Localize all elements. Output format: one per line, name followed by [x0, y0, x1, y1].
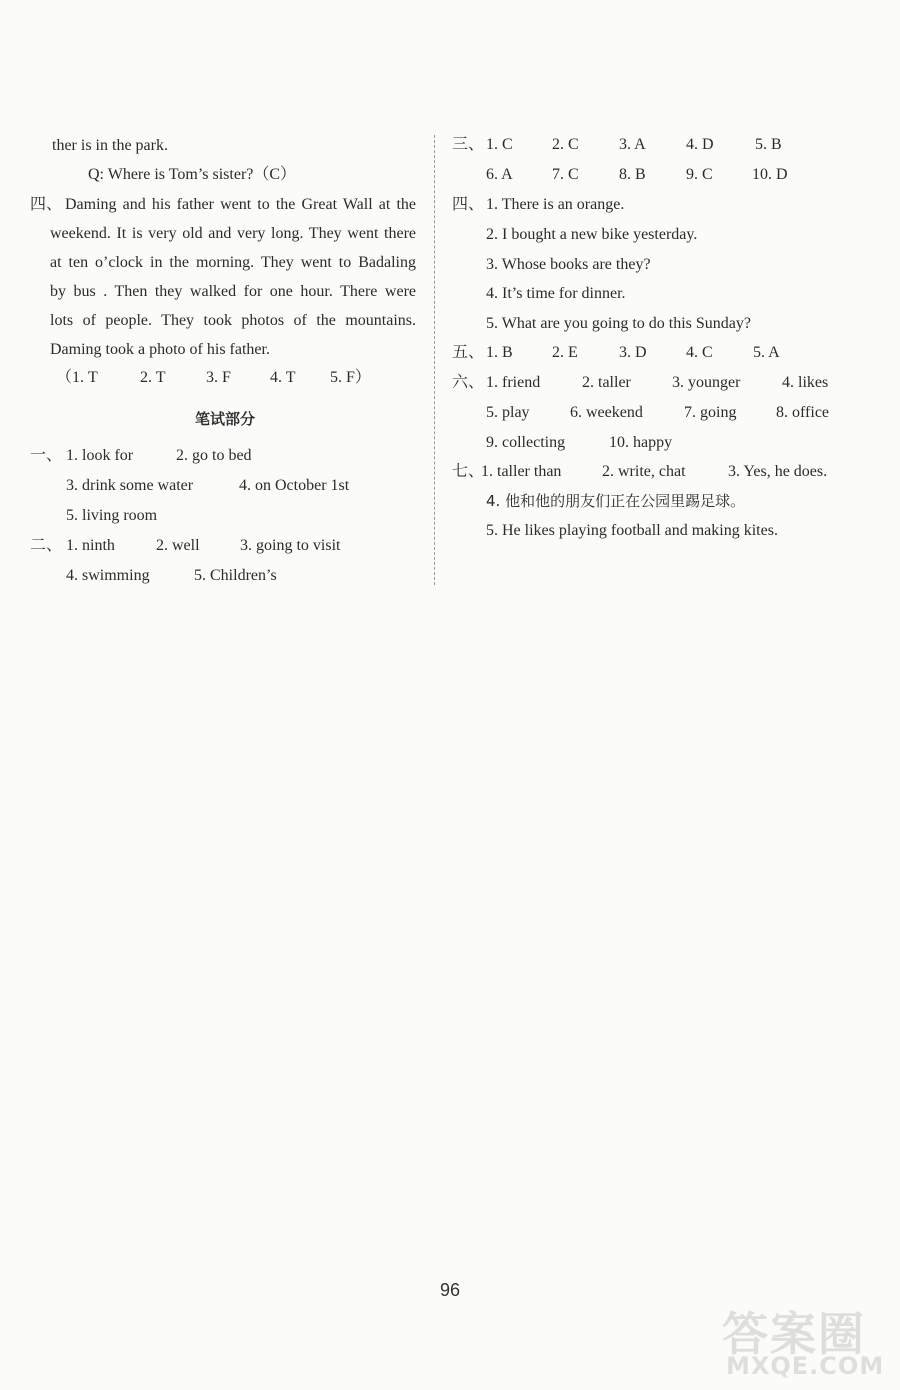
answer-item: 8. B — [619, 166, 646, 183]
page-number: 96 — [439, 1280, 461, 1300]
section-marker-1: 一、 — [30, 447, 63, 464]
true-false-answers — [30, 368, 420, 388]
answer-item: 1. C — [486, 136, 513, 153]
section-marker-4: 四、 — [30, 196, 63, 213]
answer-item: 1. B — [486, 344, 513, 361]
answer-row — [452, 373, 872, 393]
section-marker-7: 七、 — [452, 463, 485, 480]
continued-text: ther is in the park. — [52, 137, 168, 154]
answer-item: 6. A — [486, 166, 513, 183]
passage-line: Daming took a photo of his father. — [50, 341, 270, 358]
answer-item: 3. D — [619, 344, 647, 361]
answer-row — [30, 476, 420, 496]
answer-sentence: 1. There is an orange. — [486, 196, 625, 213]
answer-item: 3. younger — [672, 374, 741, 391]
answer-row — [452, 135, 872, 155]
answer-item: 2. C — [552, 136, 579, 153]
answer-item: 10. happy — [609, 434, 673, 451]
answer-sentence: 2. I bought a new bike yesterday. — [486, 226, 698, 243]
answer-item: 5. Children’s — [194, 567, 277, 584]
answer-item: 2. taller — [582, 374, 631, 391]
answer-row — [452, 462, 872, 482]
answer-item: 2. E — [552, 344, 578, 361]
answer-item: 8. office — [776, 404, 830, 421]
answer-row — [452, 343, 872, 363]
answer-item: 5. B — [755, 136, 782, 153]
answer-item: 3. drink some water — [66, 477, 194, 494]
answer-item: 4. C — [686, 344, 713, 361]
answer-sentence: 4. 他和他的朋友们正在公园里踢足球。 — [486, 492, 746, 510]
answer-item: 5. A — [753, 344, 780, 361]
answer-item: 9. C — [686, 166, 713, 183]
answer-item: 9. collecting — [486, 434, 566, 451]
answer-item: 5. living room — [66, 507, 158, 524]
section-marker-5: 五、 — [452, 344, 485, 361]
answer-item: 4. D — [686, 136, 714, 153]
answer-row — [452, 433, 872, 453]
tf-answer: 3. F — [206, 369, 231, 386]
tf-answer: 2. T — [140, 369, 166, 386]
answer-row — [452, 403, 872, 423]
section-marker-2: 二、 — [30, 537, 63, 554]
answer-item: 3. Yes, he does. — [728, 463, 828, 480]
answer-item: 7. C — [552, 166, 579, 183]
passage-line: at ten o’clock in the morning. They went to Badaling — [50, 254, 416, 271]
answer-sentence: 5. What are you going to do this Sunday? — [486, 315, 751, 332]
column-divider — [434, 135, 435, 585]
answer-item: 1. ninth — [66, 537, 115, 554]
answer-item: 2. write, chat — [602, 463, 686, 480]
section-marker-4: 四、 — [452, 196, 485, 213]
answer-item: 4. on October 1st — [239, 477, 350, 494]
passage-line: lots of people. They took photos of the mountains. — [50, 312, 416, 329]
answer-item: 1. look for — [66, 447, 134, 464]
answer-sentence: 5. He likes playing football and making kites. — [486, 522, 778, 539]
answer-row — [452, 165, 872, 185]
tf-answer: 4. T — [270, 369, 296, 386]
listening-question: Q: Where is Tom’s sister?（C） — [88, 166, 297, 183]
answer-item: 2. well — [156, 537, 200, 554]
answer-item: 6. weekend — [570, 404, 643, 421]
answer-row — [30, 566, 420, 586]
answer-sentence: 3. Whose books are they? — [486, 256, 651, 273]
answer-row — [30, 506, 420, 526]
answer-item: 3. going to visit — [240, 537, 341, 554]
answer-item: 5. play — [486, 404, 530, 421]
answer-item: 10. D — [752, 166, 788, 183]
answer-item: 1. friend — [486, 374, 541, 391]
watermark-title: 答案圈 — [722, 1307, 866, 1361]
section-marker-6: 六、 — [452, 374, 485, 391]
passage-line: Daming and his father went to the Great Wall at the — [65, 196, 416, 213]
tf-answer: 5. F） — [330, 369, 371, 386]
written-section-heading: 笔试部分 — [194, 410, 255, 428]
answer-item: 3. A — [619, 136, 646, 153]
watermark-url: MXQE.COM — [726, 1352, 885, 1380]
watermark-logo — [718, 1298, 893, 1383]
answer-row — [30, 536, 420, 556]
answer-item: 4. swimming — [66, 567, 150, 584]
answer-item: 4. likes — [782, 374, 829, 391]
answer-item: 2. go to bed — [176, 447, 252, 464]
section-marker-3: 三、 — [452, 136, 485, 153]
passage-line: weekend. It is very old and very long. They went there — [50, 225, 416, 242]
answer-item: 1. taller than — [481, 463, 562, 480]
answer-sentence: 4. It’s time for dinner. — [486, 285, 626, 302]
passage-line: by bus . Then they walked for one hour. There were — [50, 283, 416, 300]
answer-row — [30, 446, 420, 466]
answer-item: 7. going — [684, 404, 737, 421]
tf-answer: （1. T — [56, 369, 98, 386]
